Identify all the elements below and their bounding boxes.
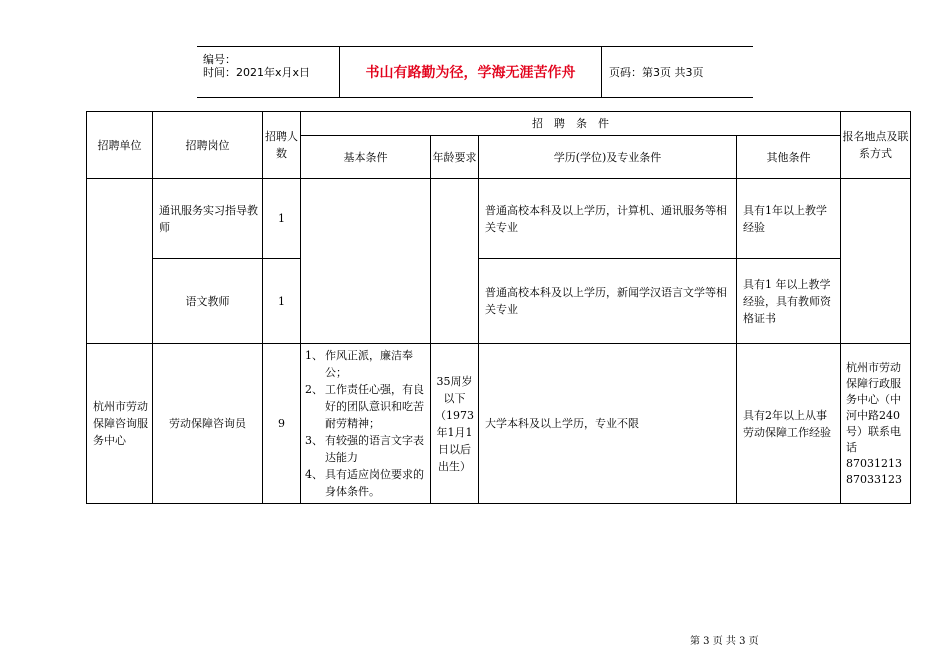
cell-contact-empty	[841, 179, 911, 344]
cell-count: 9	[263, 344, 301, 504]
page-footer: 第 3 页 共 3 页	[690, 636, 759, 647]
cell-contact: 杭州市劳动保障行政服务中心（中河中路240号）联系电话87031213 87033123	[841, 344, 911, 504]
cell-other: 具有2年以上从事劳动保障工作经验	[737, 344, 841, 504]
table-header-row	[87, 112, 911, 136]
header-contact: 报名地点及联系方式	[841, 112, 911, 179]
cell-position: 劳动保障咨询员	[153, 344, 263, 504]
table-row	[87, 344, 911, 504]
header-page-label: 页码：第3页 共3页	[609, 66, 704, 79]
list-item: 3、 有较强的语言文字表达能力	[305, 434, 424, 464]
cell-education: 普通高校本科及以上学历，计算机、通讯服务等相关专业	[479, 179, 737, 259]
header-motto: 书山有路勤为径，学海无涯苦作舟	[340, 47, 602, 97]
page-header	[197, 46, 753, 98]
cell-position: 语文教师	[153, 259, 263, 344]
list-item: 4、 具有适应岗位要求的身体条件。	[305, 468, 424, 498]
table-row	[87, 179, 911, 259]
recruitment-table	[86, 111, 911, 504]
header-basic: 基本条件	[301, 136, 431, 179]
cell-education: 大学本科及以上学历，专业不限	[479, 344, 737, 504]
cell-age-empty	[431, 179, 479, 344]
cell-unit: 杭州市劳动保障咨询服务中心	[87, 344, 153, 504]
basic-conditions-list	[301, 347, 430, 500]
cell-other: 具有1 年以上教学经验，具有教师资格证书	[737, 259, 841, 344]
cell-count: 1	[263, 179, 301, 259]
cell-basic-empty	[301, 179, 431, 344]
cell-count: 1	[263, 259, 301, 344]
table-row	[87, 259, 911, 344]
cell-position: 通讯服务实习指导教师	[153, 179, 263, 259]
header-position: 招聘岗位	[153, 112, 263, 179]
cell-education: 普通高校本科及以上学历，新闻学汉语言文学等相关专业	[479, 259, 737, 344]
header-unit: 招聘单位	[87, 112, 153, 179]
cell-age: 35周岁以下（1973年1月1日以后出生）	[431, 344, 479, 504]
header-count: 招聘人数	[263, 112, 301, 179]
cell-basic	[301, 344, 431, 504]
cell-other: 具有1年以上教学经验	[737, 179, 841, 259]
header-conditions: 招 聘 条 件	[301, 112, 841, 136]
header-meta	[197, 47, 340, 97]
list-item: 1、 作风正派，廉洁奉公；	[305, 349, 413, 379]
list-item: 2、 工作责任心强，有良好的团队意识和吃苦耐劳精神；	[305, 383, 424, 430]
time-label: 时间：2021年x月x日	[203, 66, 311, 79]
header-other: 其他条件	[737, 136, 841, 179]
header-education: 学历(学位)及专业条件	[479, 136, 737, 179]
header-age: 年龄要求	[431, 136, 479, 179]
cell-unit-empty	[87, 179, 153, 344]
number-label: 编号：	[203, 53, 236, 66]
